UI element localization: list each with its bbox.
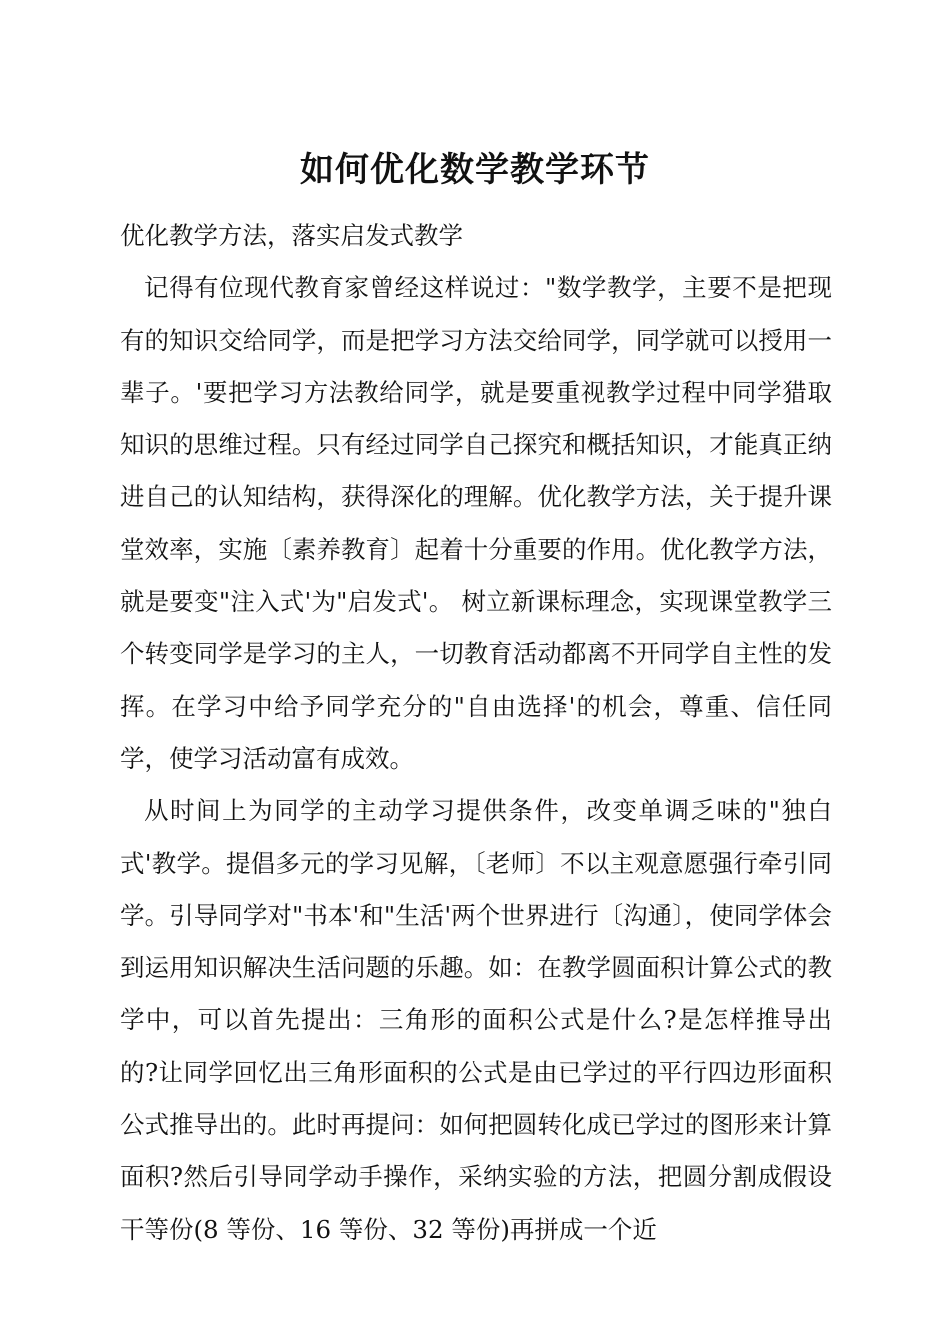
section-heading: 优化教学方法，落实启发式教学 [120, 221, 463, 250]
paragraph-2: 从时间上为同学的主动学习提供条件，改变单调乏味的"独白式'教学。提倡多元的学习见解，〔老师〕不以主观意愿强行牵引同学。引导同学对"书本'和"生活'两个世界进行〔沟通〕，使同学体会到运用知识解决生活问题的乐趣。如：在教学圆面积计算公式的教学中，可以首先提出：三角形的面积公式是什么?是怎样推导出的?让同学回忆出三角形面积的公式是由已学过的平行四边形面积公式推导出的。此时再提问：如何把圆转化成已学过的图形来计算面积?然后引导同学动手操作，采纳实验的方法，把圆分割成假设干等份(8 等份、16 等份、32 等份)再拼成一个近 [120, 796, 832, 1244]
paragraph-1: 记得有位现代教育家曾经这样说过："数学教学，主要不是把现有的知识交给同学，而是把学习方法交给同学，同学就可以授用一辈子。'要把学习方法教给同学，就是要重视教学过程中同学猎取知识的思维过程。只有经过同学自己探究和概括知识，才能真正纳进自己的认知结构，获得深化的理解。优化教学方法，关于提升课堂效率，实施〔素养教育〕起着十分重要的作用。优化教学方法，就是要变"注入式'为"启发式'。 树立新课标理念，实现课堂教学三个转变同学是学习的主人，一切教育活动都离不开同学自主性的发挥。在学习中给予同学充分的"自由选择'的机会，尊重、信任同学，使学习活动富有成效。 [120, 273, 832, 773]
document-title: 如何优化数学教学环节 [300, 150, 650, 190]
document-body [120, 210, 832, 1256]
